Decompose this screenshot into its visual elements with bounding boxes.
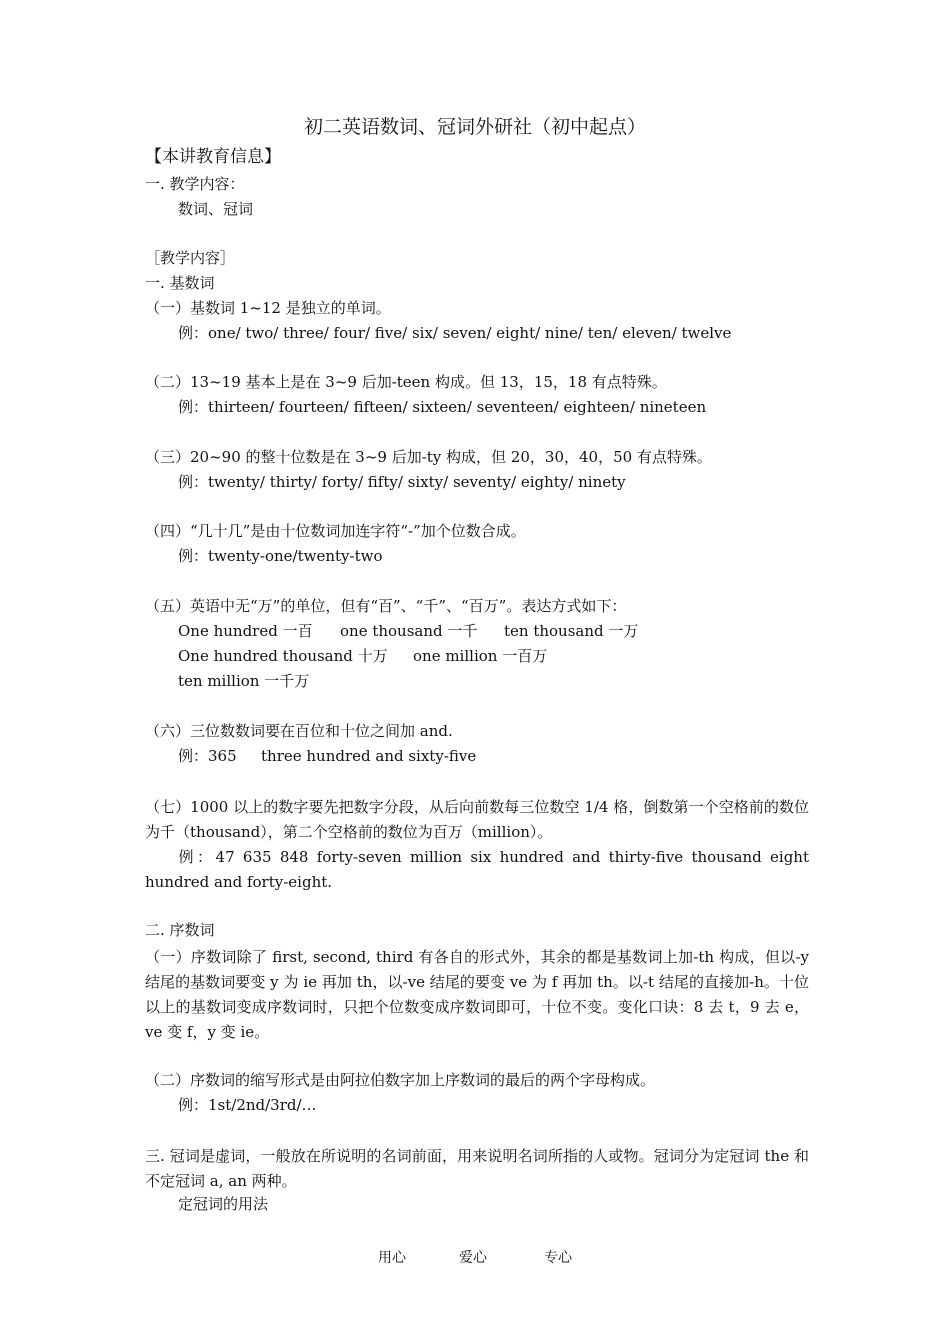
footer-text-2: 爱心 xyxy=(459,1250,487,1266)
teaching-content-heading: 一. 教学内容： xyxy=(145,175,245,193)
part3-paragraph xyxy=(145,1144,809,1194)
unit-one-hundred: One hundred 一百 xyxy=(178,622,313,640)
teaching-content-value: 数词、冠词 xyxy=(178,200,254,218)
part3-subheading: 定冠词的用法 xyxy=(178,1195,269,1213)
part2-item1-paragraph xyxy=(145,945,809,1045)
part1-item1-example: 例：one/ two/ three/ four/ five/ six/ seven/ eight/ nine/ ten/ eleven/ twelve xyxy=(178,324,732,342)
part2-heading: 二. 序数词 xyxy=(145,921,215,939)
part1-item3-example: 例：twenty/ thirty/ forty/ fifty/ sixty/ seventy/ eighty/ ninety xyxy=(178,473,626,491)
part1-item7-text: （七）1000 以上的数字要先把数字分段，从后向前数每三位数空 1/4 格，倒数第一个空格前的数位为千（thousand），第二个空格前的数位为百万（million）。 xyxy=(145,798,809,841)
section-info-heading: 【本讲教育信息】 xyxy=(145,147,281,167)
part1-item6-example-text: three hundred and sixty-five xyxy=(261,747,477,765)
part1-item7-paragraph xyxy=(145,795,809,845)
part1-item5-label: （五）英语中无“万”的单位，但有“百”、“千”、“百万”。表达方式如下： xyxy=(145,597,627,615)
part1-item7-example-paragraph xyxy=(145,845,809,895)
part1-item4-example: 例：twenty-one/twenty-two xyxy=(178,547,383,565)
part1-item1-label: （一）基数词 1~12 是独立的单词。 xyxy=(145,299,391,317)
page-title: 初二英语数词、冠词外研社（初中起点） xyxy=(303,116,646,138)
unit-one-million: one million 一百万 xyxy=(413,647,548,665)
part1-item6-label: （六）三位数数词要在百位和十位之间加 and. xyxy=(145,722,453,740)
unit-ten-million: ten million 一千万 xyxy=(178,672,310,690)
part2-item2-label: （二）序数词的缩写形式是由阿拉伯数字加上序数词的最后的两个字母构成。 xyxy=(145,1071,656,1089)
part1-item3-label: （三）20~90 的整十位数是在 3~9 后加-ty 构成，但 20，30，40，50 有点特殊。 xyxy=(145,448,712,466)
part1-item2-label: （二）13~19 基本上是在 3~9 后加-teen 构成。但 13，15，18 有点特殊。 xyxy=(145,373,667,391)
part1-item2-example: 例：thirteen/ fourteen/ fifteen/ sixteen/ seventeen/ eighteen/ nineteen xyxy=(178,398,707,416)
part1-heading: 一. 基数词 xyxy=(145,274,215,292)
part1-item6-example-number: 例：365 xyxy=(178,747,237,765)
footer-text-3: 专心 xyxy=(544,1250,572,1266)
part2-item2-example: 例：1st/2nd/3rd/… xyxy=(178,1096,317,1114)
teaching-content-bracket: ［教学内容］ xyxy=(145,249,236,267)
footer-text-1: 用心 xyxy=(378,1250,406,1266)
unit-one-thousand: one thousand 一千 xyxy=(340,622,478,640)
part2-item1-text: （一）序数词除了 first, second, third 有各自的形式外，其余的都是基数词上加-th 构成，但以-y 结尾的基数词要变 y 为 ie 再加 th，以-ve 结尾的要变 ve 为 f 再加 th。以-t 结尾的直接加-h。十位以上的基数词变成序数词时，只把个位数变成序数词即可，十位不变。变化口诀：8 去 t，9 去 e，ve 变 f，y 变 ie。 xyxy=(145,948,809,1041)
part3-text: 三. 冠词是虚词，一般放在所说明的名词前面，用来说明名词所指的人或物。冠词分为定冠词 the 和不定冠词 a, an 两种。 xyxy=(145,1147,809,1190)
part1-item4-label: （四）“几十几”是由十位数词加连字符“-”加个位数合成。 xyxy=(145,522,526,540)
unit-ten-thousand: ten thousand 一万 xyxy=(504,622,639,640)
part1-item7-example: 例：47 635 848 forty-seven million six hundred and thirty-five thousand eight hundred and forty-eight. xyxy=(145,848,809,891)
unit-hundred-thousand: One hundred thousand 十万 xyxy=(178,647,388,665)
